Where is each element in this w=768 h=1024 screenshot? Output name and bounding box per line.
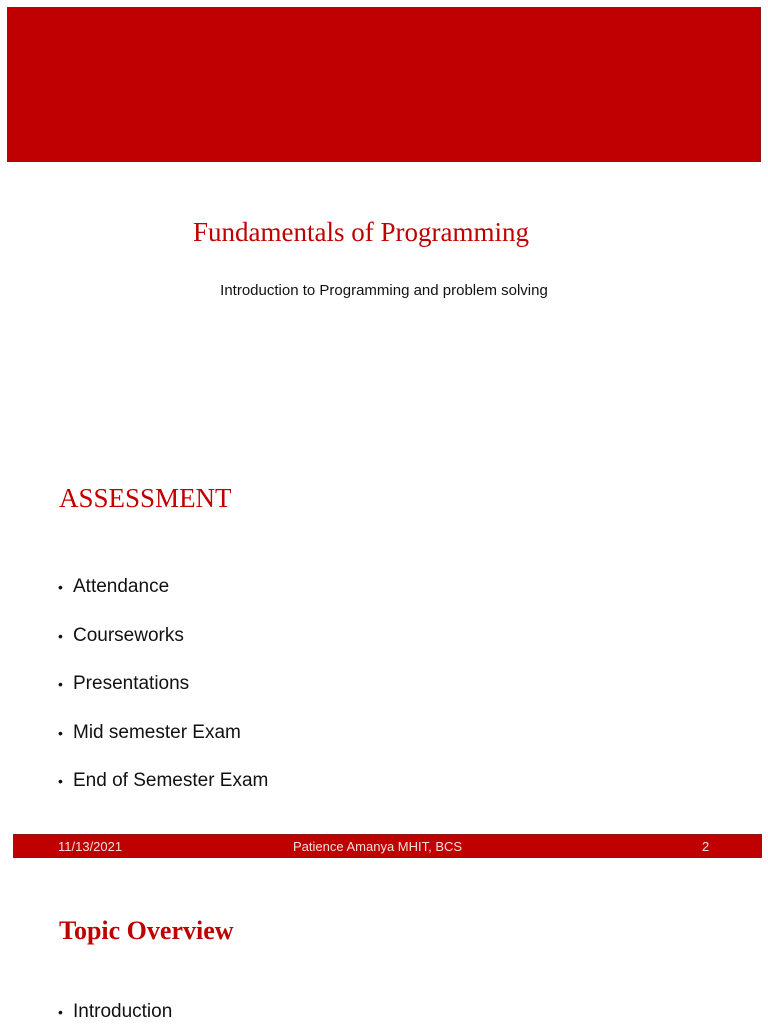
- assessment-list: [58, 563, 268, 806]
- list-item: [58, 660, 268, 709]
- title-banner: [7, 7, 761, 162]
- list-item: [58, 709, 268, 758]
- footer-page-number: 2: [702, 839, 710, 854]
- bullet-icon: •: [58, 676, 63, 693]
- topic-overview-heading: Topic Overview: [59, 916, 234, 945]
- list-item: [58, 757, 268, 806]
- list-item-label: End of Semester Exam: [73, 770, 269, 792]
- assessment-heading: ASSESSMENT: [59, 483, 232, 513]
- bullet-icon: •: [58, 1004, 63, 1021]
- list-item-label: Presentations: [73, 673, 190, 695]
- slide-title: Fundamentals of Programming: [193, 217, 529, 247]
- bullet-icon: •: [58, 773, 63, 790]
- bullet-icon: •: [58, 724, 63, 741]
- bullet-icon: •: [58, 627, 63, 644]
- list-item-label: Mid semester Exam: [73, 721, 241, 743]
- list-item: [58, 988, 172, 1024]
- list-item-label: Attendance: [73, 576, 170, 598]
- slide-footer: [13, 834, 762, 858]
- list-item: [58, 563, 268, 612]
- footer-author: Patience Amanya MHIT, BCS: [293, 839, 463, 854]
- list-item-label: Courseworks: [73, 624, 184, 646]
- list-item: [58, 612, 268, 661]
- slide-subtitle: Introduction to Programming and problem solving: [220, 282, 548, 299]
- footer-date: 11/13/2021: [58, 839, 123, 854]
- bullet-icon: •: [58, 579, 63, 596]
- topic-list: [58, 988, 172, 1024]
- list-item-label: Introduction: [73, 1001, 173, 1023]
